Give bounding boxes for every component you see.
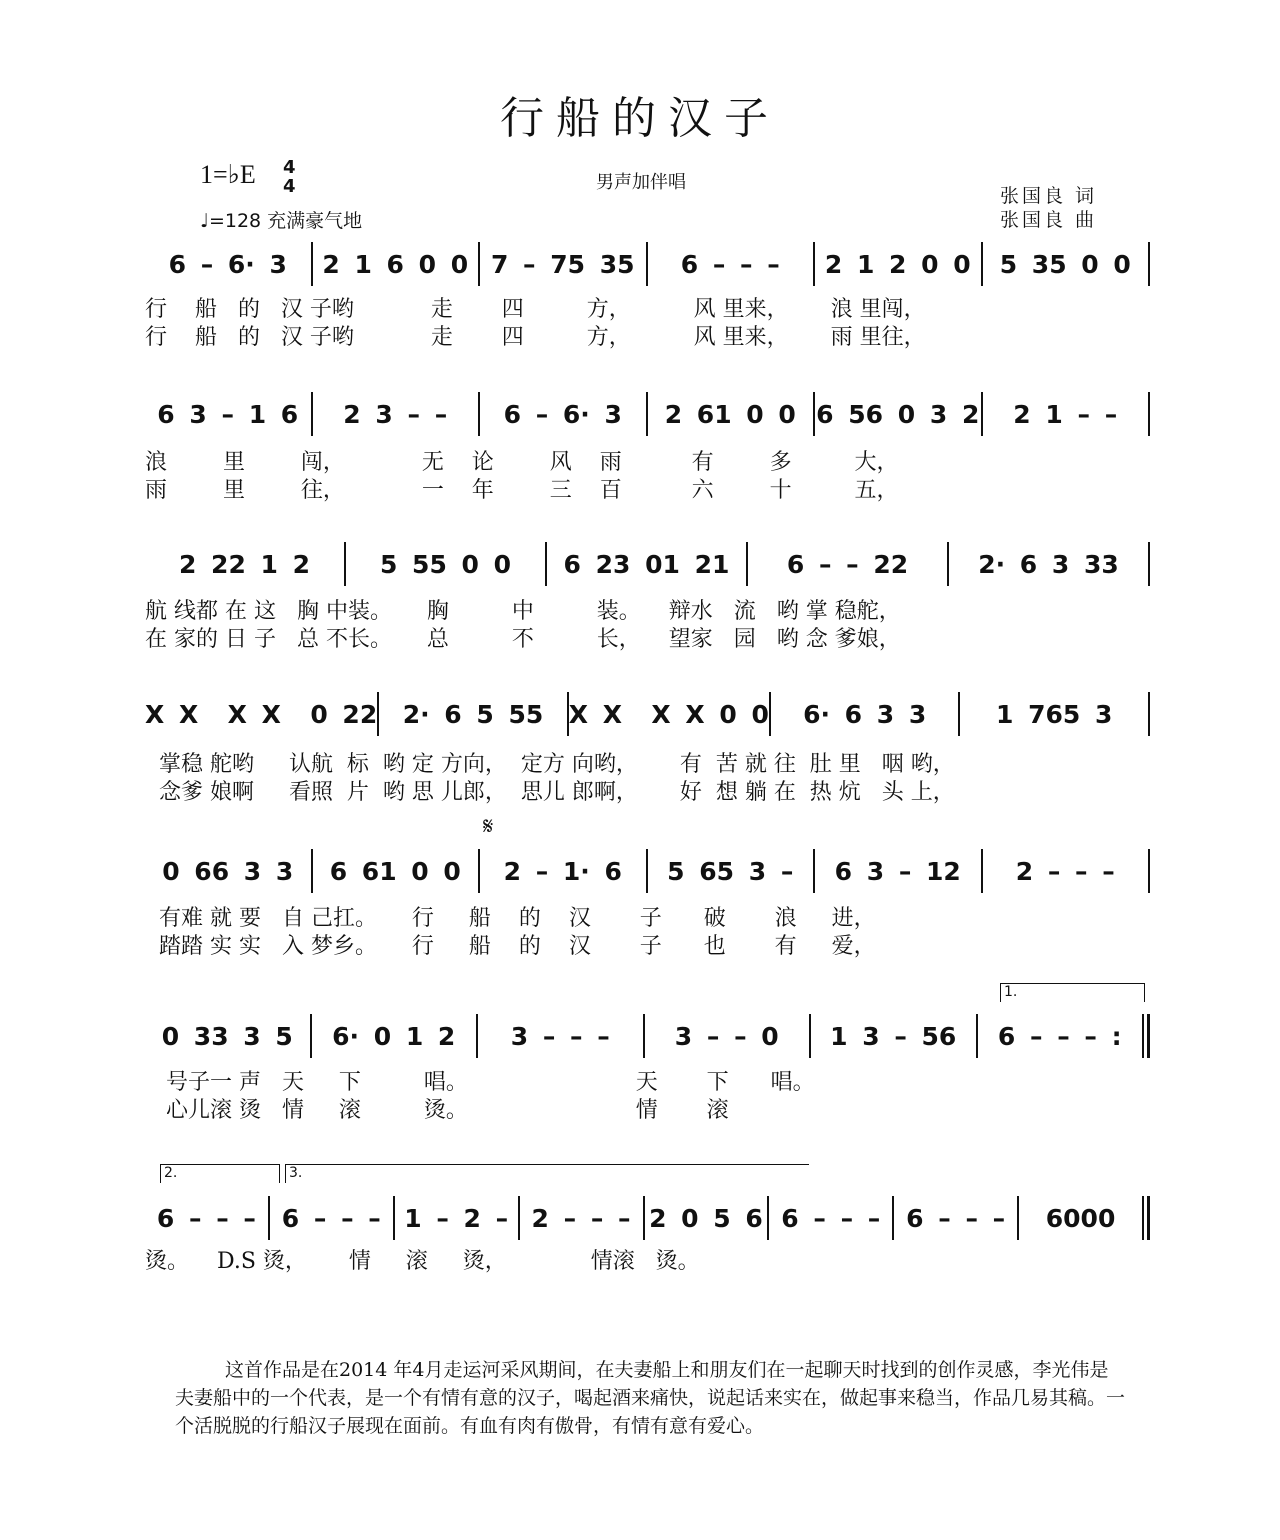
measure: 6 – – 22 <box>786 549 909 579</box>
measure: 5 55 0 0 <box>379 549 512 579</box>
key-signature: 1=♭E <box>200 160 256 189</box>
bar-line <box>1148 242 1150 286</box>
song-title: 行船的汉子 <box>500 93 780 144</box>
measure: 6· 6 3 3 <box>803 699 927 729</box>
lyric-line: 掌稳 舵哟 认航 标 哟 定 方向， 定方 向哟， 有 苦 就 往 肚 里 咽 哟， <box>145 752 955 777</box>
measure: 2 – 1· 6 <box>503 856 622 886</box>
measure: 6 – 6· 3 <box>503 399 622 429</box>
notation-row <box>145 1013 1150 1059</box>
measure: 1 3 – 56 <box>830 1021 957 1051</box>
measure: 6 23 01 21 <box>563 549 730 579</box>
measure: 6 56 0 3 2 <box>816 399 980 429</box>
measure: 7 – 75 35 <box>490 249 635 279</box>
lyric-line: 航 线都 在 这 胸 中装。 胸 中 装。 辩水 流 哟 掌 稳舵， <box>145 599 901 624</box>
composition-note: 这首作品是在2014 年4月走运河采风期间，在夫妻船上和朋友们在一起聊天时找到的创作灵感，李光伟是夫妻船中的一个代表，是一个有情有意的汉子，喝起酒来痛快，说起话来实在，做起事来稳当，作品几易其稿。一个活脱脱的行船汉子展现在面前。有血有肉有傲骨，有情有意有爱心。 <box>175 1359 1126 1437</box>
measure: 2· 6 3 33 <box>978 549 1119 579</box>
measure: 1 – 2 – <box>404 1203 509 1233</box>
credits <box>1000 184 1097 232</box>
measure: 6 – – – <box>906 1203 1006 1233</box>
ts-bottom: 4 <box>283 176 296 197</box>
bar-line <box>1148 542 1150 586</box>
tempo-marking: ♩=128 充满豪气地 <box>200 210 363 232</box>
notation-row <box>145 848 1150 894</box>
measure: 0 66 3 3 <box>162 856 294 886</box>
lyric-line: 在 家的 日 子 总 不长。 总 不 长， 望家 园 哟 念 爹娘， <box>145 627 901 652</box>
bar-line <box>1148 392 1150 436</box>
ts-top: 4 <box>283 157 296 178</box>
measure: 6 – 6· 3 <box>168 249 287 279</box>
measure: 2 0 5 6 <box>649 1203 763 1233</box>
measure: 6 – – – <box>680 249 780 279</box>
measure: 5 35 0 0 <box>999 249 1131 279</box>
measure: 6 – – – <box>781 1203 881 1233</box>
measure: 2 22 1 2 <box>178 549 311 579</box>
lyric-line: 浪 里 闯， 无 论 风 雨 有 多 大， <box>145 450 899 475</box>
bar-line <box>1148 692 1150 736</box>
lyric-line: 烫。 D.S 烫， 情 滚 烫， 情滚 烫。 <box>145 1249 700 1274</box>
measure: 2 – – – <box>531 1203 631 1233</box>
measure: 6 – – – : <box>997 1021 1122 1051</box>
notation-row <box>145 1195 1150 1241</box>
measure: 6 – – – <box>281 1203 381 1233</box>
volta-3: 3. <box>285 1164 809 1183</box>
notation-row <box>145 391 1150 437</box>
bar-line <box>1142 1014 1150 1058</box>
measure: 2 1 2 0 0 <box>824 249 971 279</box>
measure: 1 765 3 <box>996 699 1113 729</box>
measure: 2 – – – <box>1015 856 1115 886</box>
measure: 6· 0 1 2 <box>332 1021 456 1051</box>
measure: 0 33 3 5 <box>161 1021 293 1051</box>
measure: 6 61 0 0 <box>329 856 461 886</box>
lyric-line: 行 船 的 汉 子哟 走 四 方， 风 里来， 雨 里往， <box>145 325 926 350</box>
lyric-line: 踏踏 实 实 入 梦乡。 行 船 的 汉 子 也 有 爱， <box>145 934 876 959</box>
measure: 3 – – – <box>510 1021 610 1051</box>
measure: 6 3 – 12 <box>834 856 961 886</box>
volta-1: 1. <box>1000 983 1145 1002</box>
composer: 张国良 曲 <box>1000 209 1098 231</box>
lyric-line: 有难 就 要 自 己扛。 行 船 的 汉 子 破 浪 进， <box>145 906 876 931</box>
measure: 2 1 6 0 0 <box>322 249 469 279</box>
measure: 2· 6 5 55 <box>402 699 544 729</box>
volta-2: 2. <box>160 1164 280 1183</box>
measure: 5 65 3 – <box>667 856 794 886</box>
bar-line <box>1142 1196 1150 1240</box>
measure: 2 1 – – <box>1013 399 1118 429</box>
notation-row <box>145 241 1150 287</box>
measure: 6 – – – <box>156 1203 256 1233</box>
segno-sign: 𝄋 <box>483 812 494 840</box>
measure: 2 3 – – <box>343 399 448 429</box>
lyric-line: 号子一 声 天 下 唱。 天 下 唱。 <box>145 1070 815 1095</box>
notation-row <box>145 691 1150 737</box>
measure: 6000 <box>1045 1203 1116 1233</box>
bar-line <box>1148 849 1150 893</box>
measure: X X X X 0 22 <box>145 699 378 729</box>
lyric-line: 心儿滚 烫 情 滚 烫。 情 滚 <box>145 1098 729 1123</box>
lyric-line: 行 船 的 汉 子哟 走 四 方， 风 里来， 浪 里闯， <box>145 297 926 322</box>
lyricist: 张国良 词 <box>1000 185 1098 207</box>
performance-note: 男声加伴唱 <box>596 172 686 193</box>
measure: 6 3 – 1 6 <box>157 399 299 429</box>
measure: X X X X 0 0 <box>568 699 769 729</box>
measure: 2 61 0 0 <box>664 399 796 429</box>
lyric-line: 念爹 娘啊 看照 片 哟 思 儿郎， 思儿 郎啊， 好 想 躺 在 热 炕 头 上， <box>145 780 955 805</box>
notation-row <box>145 541 1150 587</box>
measure: 3 – – 0 <box>674 1021 779 1051</box>
lyric-line: 雨 里 往， 一 年 三 百 六 十 五， <box>145 478 899 503</box>
time-signature <box>283 158 296 196</box>
